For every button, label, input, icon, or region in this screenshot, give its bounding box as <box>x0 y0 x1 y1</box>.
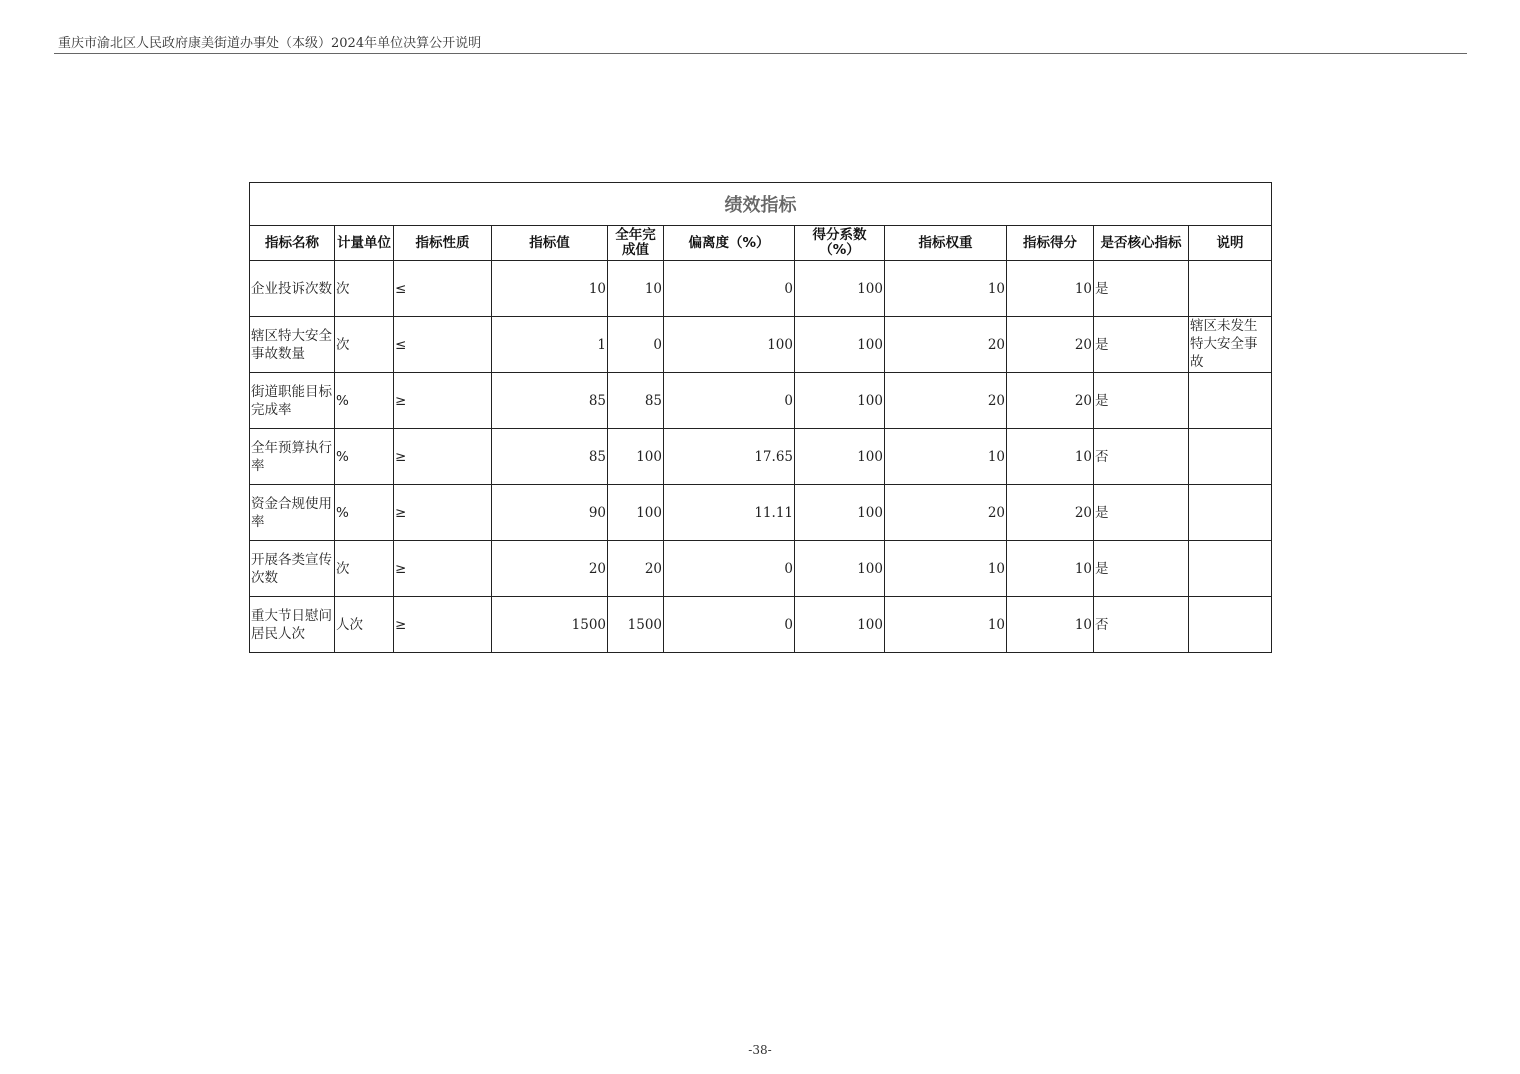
weight-cell: 20 <box>885 485 1007 541</box>
actual-value-cell: 100 <box>608 485 664 541</box>
page-number: -38- <box>748 1043 772 1057</box>
unit-cell: % <box>335 485 394 541</box>
score-cell: 10 <box>1007 429 1094 485</box>
table-row <box>250 541 1272 597</box>
deviation-cell: 11.11 <box>664 485 795 541</box>
target-value-cell: 85 <box>492 373 608 429</box>
column-header: 是否核心指标 <box>1094 226 1189 261</box>
column-header: 指标名称 <box>250 226 335 261</box>
unit-cell: 人次 <box>335 597 394 653</box>
table-row <box>250 429 1272 485</box>
column-header: 偏离度（%） <box>664 226 795 261</box>
weight-cell: 10 <box>885 541 1007 597</box>
nature-cell: ≤ <box>394 261 492 317</box>
unit-cell: 次 <box>335 541 394 597</box>
core-indicator-cell: 是 <box>1094 373 1189 429</box>
actual-value-cell: 10 <box>608 261 664 317</box>
remark-cell <box>1189 429 1272 485</box>
score-cell: 20 <box>1007 373 1094 429</box>
unit-cell: 次 <box>335 317 394 373</box>
core-indicator-cell: 否 <box>1094 429 1189 485</box>
indicator-name: 开展各类宣传次数 <box>250 541 335 597</box>
deviation-cell: 0 <box>664 373 795 429</box>
score-coefficient-cell: 100 <box>795 597 885 653</box>
table-row <box>250 597 1272 653</box>
target-value-cell: 1500 <box>492 597 608 653</box>
deviation-cell: 0 <box>664 597 795 653</box>
remark-cell <box>1189 261 1272 317</box>
nature-cell: ≥ <box>394 373 492 429</box>
weight-cell: 20 <box>885 373 1007 429</box>
target-value-cell: 1 <box>492 317 608 373</box>
nature-cell: ≥ <box>394 429 492 485</box>
score-cell: 10 <box>1007 541 1094 597</box>
actual-value-cell: 20 <box>608 541 664 597</box>
indicator-name: 全年预算执行率 <box>250 429 335 485</box>
nature-cell: ≤ <box>394 317 492 373</box>
target-value-cell: 10 <box>492 261 608 317</box>
remark-cell <box>1189 485 1272 541</box>
column-header: 指标值 <box>492 226 608 261</box>
table-header-row <box>250 226 1272 261</box>
performance-indicator-table <box>249 182 1272 653</box>
score-coefficient-cell: 100 <box>795 373 885 429</box>
remark-cell <box>1189 541 1272 597</box>
target-value-cell: 20 <box>492 541 608 597</box>
weight-cell: 20 <box>885 317 1007 373</box>
core-indicator-cell: 是 <box>1094 317 1189 373</box>
table-row <box>250 485 1272 541</box>
unit-cell: % <box>335 429 394 485</box>
target-value-cell: 90 <box>492 485 608 541</box>
weight-cell: 10 <box>885 597 1007 653</box>
table-caption: 绩效指标 <box>250 183 1272 226</box>
deviation-cell: 0 <box>664 261 795 317</box>
score-coefficient-cell: 100 <box>795 485 885 541</box>
target-value-cell: 85 <box>492 429 608 485</box>
deviation-cell: 17.65 <box>664 429 795 485</box>
nature-cell: ≥ <box>394 485 492 541</box>
remark-cell: 辖区未发生特大安全事故 <box>1189 317 1272 373</box>
unit-cell: % <box>335 373 394 429</box>
deviation-cell: 0 <box>664 541 795 597</box>
table-row <box>250 261 1272 317</box>
column-header: 全年完成值 <box>608 226 664 261</box>
core-indicator-cell: 是 <box>1094 261 1189 317</box>
core-indicator-cell: 是 <box>1094 541 1189 597</box>
nature-cell: ≥ <box>394 597 492 653</box>
indicator-name: 辖区特大安全事故数量 <box>250 317 335 373</box>
column-header: 计量单位 <box>335 226 394 261</box>
indicator-name: 资金合规使用率 <box>250 485 335 541</box>
column-header: 说明 <box>1189 226 1272 261</box>
remark-cell <box>1189 373 1272 429</box>
actual-value-cell: 85 <box>608 373 664 429</box>
score-cell: 20 <box>1007 317 1094 373</box>
weight-cell: 10 <box>885 261 1007 317</box>
score-coefficient-cell: 100 <box>795 261 885 317</box>
indicator-name: 街道职能目标完成率 <box>250 373 335 429</box>
weight-cell: 10 <box>885 429 1007 485</box>
core-indicator-cell: 否 <box>1094 597 1189 653</box>
score-cell: 20 <box>1007 485 1094 541</box>
actual-value-cell: 1500 <box>608 597 664 653</box>
unit-cell: 次 <box>335 261 394 317</box>
document-header-title: 重庆市渝北区人民政府康美街道办事处（本级）2024年单位决算公开说明 <box>58 36 482 51</box>
deviation-cell: 100 <box>664 317 795 373</box>
indicator-name: 企业投诉次数 <box>250 261 335 317</box>
column-header: 得分系数（%） <box>795 226 885 261</box>
score-coefficient-cell: 100 <box>795 541 885 597</box>
header-divider <box>54 53 1467 54</box>
table-row <box>250 317 1272 373</box>
score-cell: 10 <box>1007 261 1094 317</box>
score-coefficient-cell: 100 <box>795 429 885 485</box>
column-header: 指标性质 <box>394 226 492 261</box>
core-indicator-cell: 是 <box>1094 485 1189 541</box>
indicator-name: 重大节日慰问居民人次 <box>250 597 335 653</box>
remark-cell <box>1189 597 1272 653</box>
table-row <box>250 373 1272 429</box>
actual-value-cell: 100 <box>608 429 664 485</box>
column-header: 指标得分 <box>1007 226 1094 261</box>
score-coefficient-cell: 100 <box>795 317 885 373</box>
column-header: 指标权重 <box>885 226 1007 261</box>
nature-cell: ≥ <box>394 541 492 597</box>
score-cell: 10 <box>1007 597 1094 653</box>
actual-value-cell: 0 <box>608 317 664 373</box>
